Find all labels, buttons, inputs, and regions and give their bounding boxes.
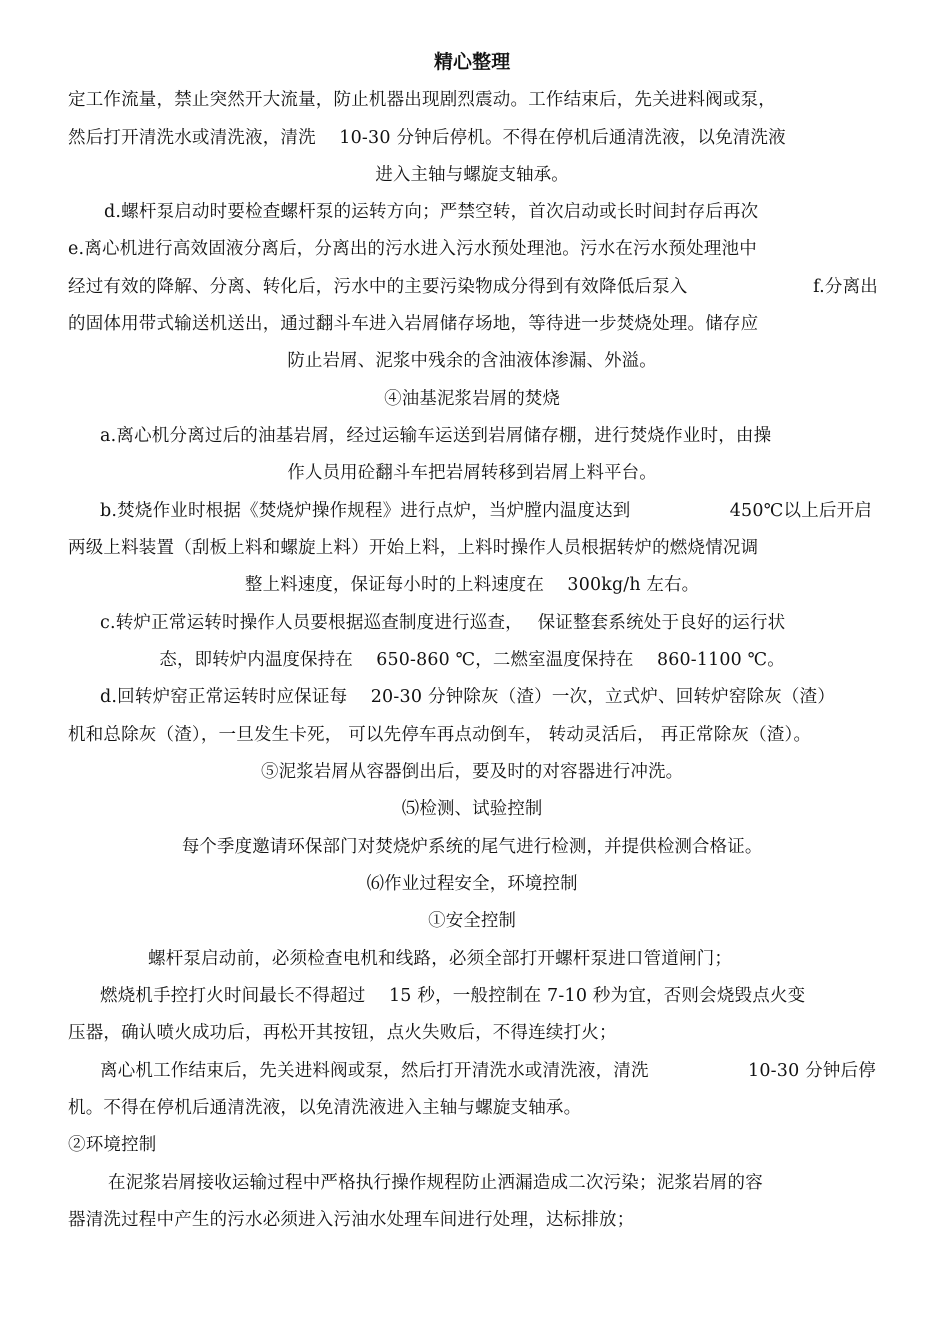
text-line: 螺杆泵启动前，必须检查电机和线路，必须全部打开螺杆泵进口管道闸门；: [148, 949, 733, 969]
section-heading: ②环境控制: [68, 1135, 157, 1155]
text-line: 机和总除灰（渣），一旦发生卡死， 可以先停车再点动倒车， 转动灵活后， 再正常除灰（渣）。: [68, 725, 812, 745]
text-line: d.回转炉窑正常运转时应保证每 20-30 分钟除灰（渣）一次，立式炉、回转炉窑除灰（渣）: [100, 687, 836, 707]
text-line: ⑤泥浆岩屑从容器倒出后，要及时的对容器进行冲洗。: [261, 762, 684, 782]
text-line: d.螺杆泵启动时要检查螺杆泵的运转方向；严禁空转，首次启动或长时间封存后再次: [104, 202, 759, 222]
section-heading: ⑹作业过程安全，环境控制: [366, 874, 578, 894]
text-line: 整上料速度，保证每小时的上料速度在 300kg/h 左右。: [245, 575, 700, 595]
text-segment: 450℃以上后开启: [729, 501, 872, 521]
text-line: 压器，确认喷火成功后，再松开其按钮，点火失败后，不得连续打火；: [68, 1023, 617, 1043]
text-line: e.离心机进行高效固液分离后，分离出的污水进入污水预处理池。污水在污水预处理池中: [68, 239, 757, 259]
text-line: 两级上料装置（刮板上料和螺旋上料）开始上料，上料时操作人员根据转炉的燃烧情况调: [68, 538, 759, 558]
text-line: 机。不得在停机后通清洗液，以免清洗液进入主轴与螺旋支轴承。: [68, 1098, 582, 1118]
text-line: 每个季度邀请环保部门对焚烧炉系统的尾气进行检测，并提供检测合格证。: [181, 837, 763, 857]
text-line: 态，即转炉内温度保持在 650-860 ℃，二燃室温度保持在 860-1100 ℃。: [159, 650, 785, 670]
section-heading: ①安全控制: [428, 911, 517, 931]
page-title: 精心整理: [433, 51, 511, 73]
text-line: 防止岩屑、泥浆中残余的含油液体渗漏、外溢。: [287, 351, 657, 371]
text-line: 在泥浆岩屑接收运输过程中严格执行操作规程防止洒漏造成二次污染；泥浆岩屑的容: [108, 1173, 763, 1193]
text-segment: b.焚烧作业时根据《焚烧炉操作规程》进行点炉，当炉膛内温度达到: [100, 501, 631, 521]
section-heading: ④油基泥浆岩屑的焚烧: [384, 389, 561, 409]
text-line: 定工作流量，禁止突然开大流量，防止机器出现剧烈震动。工作结束后，先关进料阀或泵，: [68, 90, 776, 110]
text-line: 燃烧机手控打火时间最长不得超过 15 秒，一般控制在 7-10 秒为宜，否则会烧毁点火变: [100, 986, 806, 1006]
text-line: [100, 499, 872, 523]
text-segment: f.分离出: [813, 277, 878, 297]
text-line: 的固体用带式输送机送出，通过翻斗车进入岩屑储存场地，等待进一步焚烧处理。储存应: [68, 314, 759, 334]
text-line: a.离心机分离过后的油基岩屑，经过运输车运送到岩屑储存棚，进行焚烧作业时，由操: [100, 426, 772, 446]
text-segment: 10-30 分钟后停: [747, 1061, 876, 1081]
text-segment: 经过有效的降解、分离、转化后，污水中的主要污染物成分得到有效降低后泵入: [68, 277, 688, 297]
text-line: [100, 1059, 876, 1083]
text-line: [68, 275, 878, 299]
section-heading: ⑸检测、试验控制: [401, 799, 543, 819]
text-line: 器清洗过程中产生的污水必须进入污油水处理车间进行处理，达标排放；: [68, 1210, 635, 1230]
text-line: 进入主轴与螺旋支轴承。: [375, 165, 569, 185]
text-segment: 离心机工作结束后，先关进料阀或泵，然后打开清洗水或清洗液，清洗: [100, 1061, 649, 1081]
text-line: 然后打开清洗水或清洗液，清洗 10-30 分钟后停机。不得在停机后通清洗液，以免清洗液: [68, 128, 786, 148]
text-line: 作人员用砼翻斗车把岩屑转移到岩屑上料平台。: [287, 463, 657, 483]
text-line: c.转炉正常运转时操作人员要根据巡查制度进行巡查， 保证整套系统处于良好的运行状: [100, 613, 786, 633]
